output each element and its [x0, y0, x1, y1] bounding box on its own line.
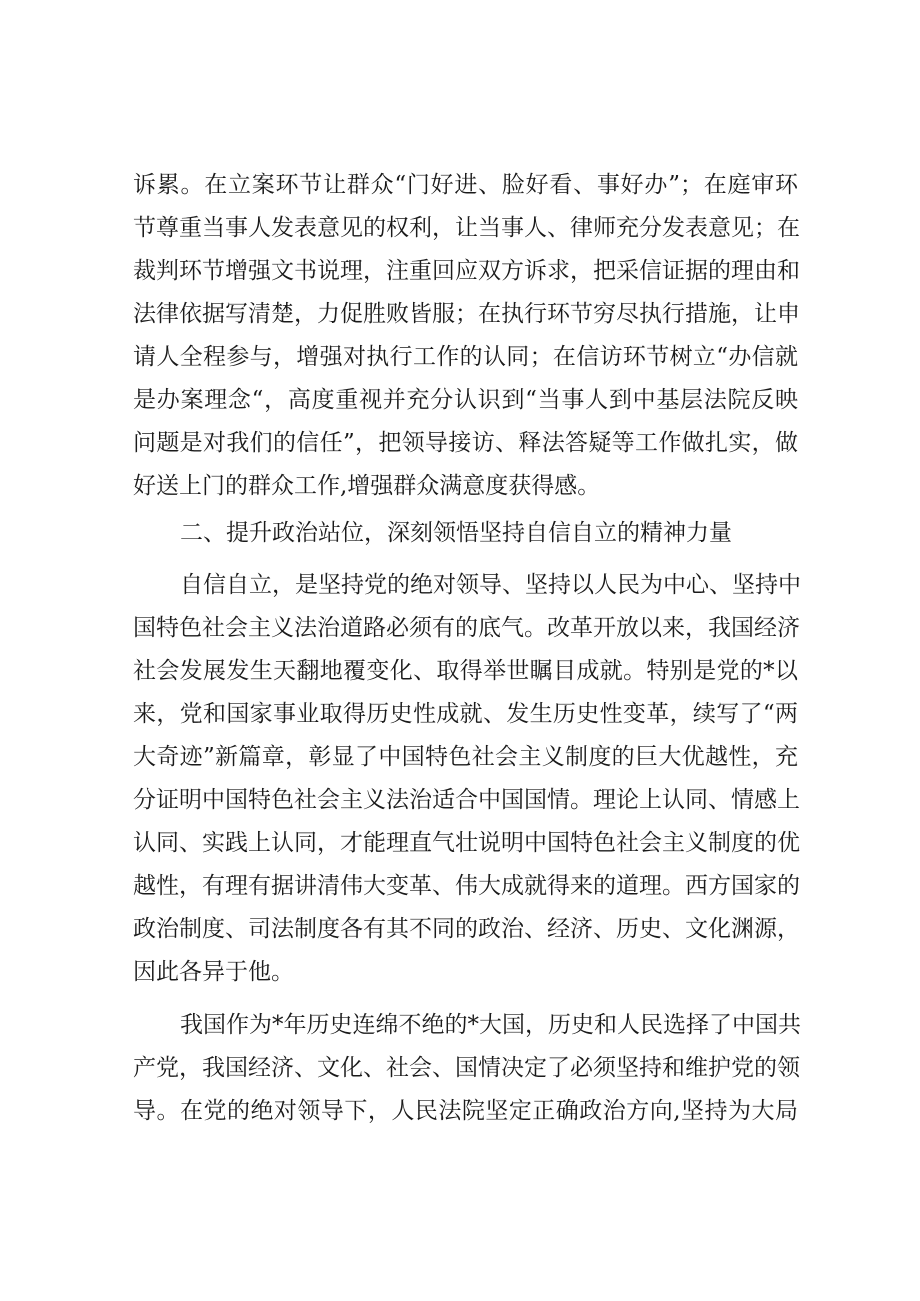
paragraph-2-line-9: 政治制度、司法制度各有其不同的政治、经济、历史、文化渊源， — [133, 916, 800, 942]
paragraph-2-line-5: 大奇迹”新篇章，彰显了中国特色社会主义制度的巨大优越性，充 — [133, 744, 798, 770]
paragraph-2-line-3: 社会发展发生天翻地覆变化、取得举世瞩目成就。特别是党的*以 — [133, 658, 798, 684]
paragraph-2-line-10: 因此各异于他。 — [133, 959, 294, 985]
paragraph-1-line-3: 裁判环节增强文书说理，注重回应双方诉求，把采信证据的理由和 — [133, 258, 800, 284]
paragraph-1-line-8: 好送上门的群众工作,增强群众满意度获得感。 — [133, 473, 601, 499]
paragraph-1-line-2: 节尊重当事人发表意见的权利，让当事人、律师充分发表意见；在 — [133, 215, 800, 241]
paragraph-2-line-4: 来，党和国家事业取得历史性成就、发生历史性变革，续写了“两 — [133, 701, 798, 727]
paragraph-1-line-1: 诉累。在立案环节让群众“门好进、脸好看、事好办”；在庭审环 — [133, 172, 798, 198]
paragraph-3-line-1: 我国作为*年历史连绵不绝的*大国，历史和人民选择了中国共 — [180, 1012, 801, 1038]
paragraph-1-line-4: 法律依据写清楚，力促胜败皆服；在执行环节穷尽执行措施，让申 — [133, 301, 800, 327]
paragraph-2-line-7: 认同、实践上认同，才能理直气壮说明中国特色社会主义制度的优 — [133, 830, 800, 856]
paragraph-2-line-1: 自信自立，是坚持党的绝对领导、坚持以人民为中心、坚持中 — [180, 572, 801, 598]
paragraph-2-line-8: 越性，有理有据讲清伟大变革、伟大成就得来的道理。西方国家的 — [133, 873, 800, 899]
paragraph-1-line-7: 问题是对我们的信任”，把领导接访、释法答疑等工作做扎实，做 — [133, 430, 798, 456]
section-heading-2: 二、提升政治站位，深刻领悟坚持自信自立的精神力量 — [180, 520, 732, 546]
paragraph-3-line-3: 导。在党的绝对领导下，人民法院坚定正确政治方向,坚持为大局 — [133, 1098, 798, 1124]
paragraph-2-line-6: 分证明中国特色社会主义法治适合中国国情。理论上认同、情感上 — [133, 787, 800, 813]
paragraph-1-line-6: 是办案理念“，高度重视并充分认识到“当事人到中基层法院反映 — [133, 387, 798, 413]
paragraph-2-line-2: 国特色社会主义法治道路必须有的底气。改革开放以来，我国经济 — [133, 615, 800, 641]
paragraph-3-line-2: 产党，我国经济、文化、社会、国情决定了必须坚持和维护党的领 — [133, 1055, 800, 1081]
paragraph-1-line-5: 请人全程参与，增强对执行工作的认同；在信访环节树立“办信就 — [133, 344, 798, 370]
